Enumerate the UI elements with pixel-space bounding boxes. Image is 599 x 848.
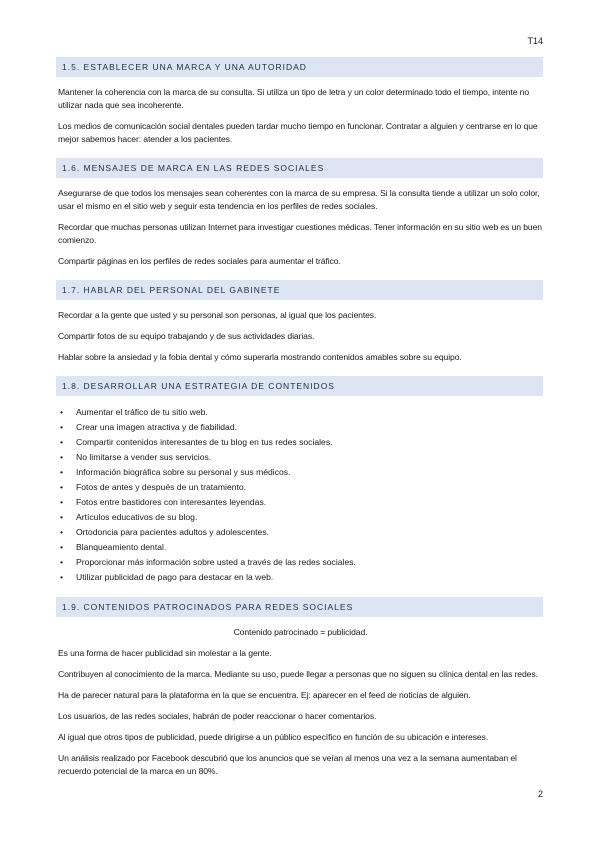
list-item: • Aumentar el tráfico de tu sitio web. (56, 405, 543, 420)
paragraph: Mantener la coherencia con la marca de su consulta. Si utiliza un tipo de letra y un color determinado todo el tiempo, intente no utilizar nada que sea incoherente. (58, 87, 530, 110)
section-brand-authority (56, 57, 543, 146)
list-item: • Información biográfica sobre su personal y sus médicos. (56, 465, 543, 480)
section-subtitle: Contenido patrocinado = publicidad. (233, 627, 368, 637)
paragraph: Recordar a la gente que usted y su personal son personas, al igual que los pacientes. (58, 310, 377, 320)
page-code: T14 (527, 36, 543, 46)
paragraph: Contribuyen al conocimiento de la marca. Mediante su uso, puede llegar a personas que no siguen su clínica dental en las redes. (58, 669, 538, 679)
bullet-icon: • (60, 512, 64, 522)
section-sponsored-content (56, 597, 543, 778)
paragraph: Compartir páginas en los perfiles de redes sociales para aumentar el tráfico. (58, 256, 341, 266)
paragraph: Hablar sobre la ansiedad y la fobia dental y cómo superarla mostrando contenidos amables sobre su equipo. (58, 352, 462, 362)
paragraph: Asegurarse de que todos los mensajes sean coherentes con la marca de su empresa. Si la consulta tiende a utilizar un solo color, usar el mismo en el sitio web y seguir esta tendencia en los perfiles de redes sociales. (58, 188, 540, 211)
section-heading: 1.6. MENSAJES DE MARCA EN LAS REDES SOCIALES (56, 158, 543, 178)
paragraph: Recordar que muchas personas utilizan Internet para investigar cuestiones médicas. Tener información en su sitio web es un buen comienzo. (58, 222, 542, 245)
section-staff (56, 280, 543, 364)
list-item: • Fotos de antes y después de un tratamiento. (56, 480, 543, 495)
paragraph: Compartir fotos de su equipo trabajando y de sus actividades diarias. (58, 331, 315, 341)
bullet-icon: • (60, 467, 64, 477)
section-heading: 1.9. CONTENIDOS PATROCINADOS PARA REDES SOCIALES (56, 597, 543, 617)
list-item: • Compartir contenidos interesantes de tu blog en tus redes sociales. (56, 435, 543, 450)
list-item: • Fotos entre bastidores con interesantes leyendas. (56, 495, 543, 510)
paragraph: Es una forma de hacer publicidad sin molestar a la gente. (58, 648, 272, 658)
paragraph: Al igual que otros tipos de publicidad, puede dirigirse a un público específico en función de su ubicación e intereses. (58, 732, 489, 742)
section-heading: 1.5. ESTABLECER UNA MARCA Y UNA AUTORIDAD (56, 57, 543, 77)
bullet-icon: • (60, 497, 64, 507)
paragraph: Los usuarios, de las redes sociales, habrán de poder reaccionar o hacer comentarios. (58, 711, 377, 721)
bullet-icon: • (60, 572, 64, 582)
bullet-icon: • (60, 542, 64, 552)
bullet-icon: • (60, 557, 64, 567)
paragraph: Ha de parecer natural para la plataforma en la que se encuentra. Ej: aparecer en el feed de noticias de alguien. (58, 690, 471, 700)
list-item: • Proporcionar más información sobre usted a través de las redes sociales. (56, 555, 543, 570)
bullet-icon: • (60, 407, 64, 417)
page-number: 2 (537, 789, 543, 799)
list-item: • Utilizar publicidad de pago para destacar en la web. (56, 570, 543, 585)
bullet-icon: • (60, 437, 64, 447)
section-heading: 1.7. HABLAR DEL PERSONAL DEL GABINETE (56, 280, 543, 300)
bullet-list (56, 405, 543, 585)
document-body (56, 57, 543, 790)
bullet-icon: • (60, 527, 64, 537)
list-item: • No limitarse a vender sus servicios. (56, 450, 543, 465)
section-heading: 1.8. DESARROLLAR UNA ESTRATEGIA DE CONTENIDOS (56, 376, 543, 396)
bullet-icon: • (60, 482, 64, 492)
bullet-icon: • (60, 452, 64, 462)
bullet-icon: • (60, 422, 64, 432)
section-content-strategy (56, 376, 543, 585)
list-item: • Artículos educativos de su blog. (56, 510, 543, 525)
paragraph: Un análisis realizado por Facebook descubrió que los anuncios que se veían al menos una vez a la semana aumentaban el recuerdo potencial de la marca en un 80%. (58, 753, 517, 776)
list-item: • Crear una imagen atractiva y de fiabilidad. (56, 420, 543, 435)
list-item: • Ortodoncia para pacientes adultos y adolescentes. (56, 525, 543, 540)
section-brand-messages (56, 158, 543, 268)
list-item: • Blanqueamiento dental. (56, 540, 543, 555)
paragraph: Los medios de comunicación social dentales pueden tardar mucho tiempo en funcionar. Contratar a alguien y centrarse en lo que mejor sabemos hacer: atender a los pacientes. (58, 121, 538, 144)
